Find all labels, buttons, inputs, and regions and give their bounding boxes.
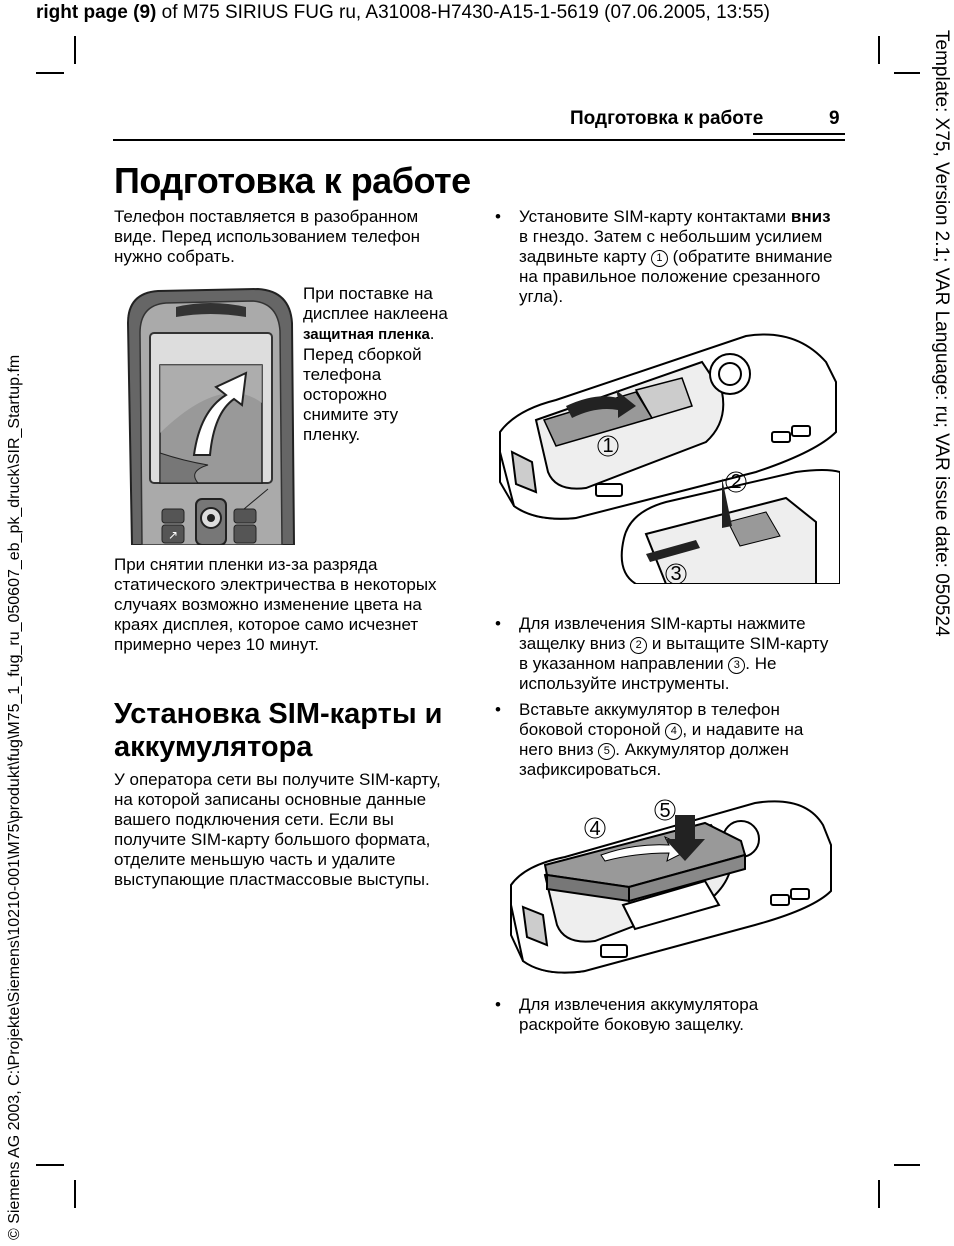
print-meta: [36, 2, 770, 24]
bullet-text: в гнездо. Затем с небольшим усилием задвиньте карту: [519, 227, 823, 266]
film-note-text: При поставке на дисплее наклеена: [303, 284, 448, 323]
crop-mark: [74, 36, 76, 64]
marker-5: 5: [598, 743, 615, 760]
bullet-text: Для извлечения SIM-карты нажмите защелку вниз: [519, 614, 806, 653]
bullet-text: Установите SIM-карту контактами: [519, 207, 791, 226]
bullet-text: Для извлечения аккумулятора раскройте боковую защелку.: [519, 995, 759, 1034]
page-title: Подготовка к работе: [114, 160, 471, 201]
crop-mark: [894, 1164, 920, 1166]
crop-mark: [894, 72, 920, 74]
marker-4-label: 4: [589, 818, 601, 840]
sim-intro-paragraph: У оператора сети вы получите SIM-карту, на которой записаны основные данные вашего подключения сети. Если вы получите SIM-карту большого формата, отделите меньшую часть и удалите выступающие пластмассовые выступы.: [114, 770, 441, 889]
file-path-text: © Siemens AG 2003, C:\Projekte\Siemens\10210-001\M75\produkt\fug\M75_1_fug_ru_050607_eb_pk_druck\SIR_Startup.fm: [6, 354, 23, 1240]
bullet-dot: •: [495, 207, 501, 226]
bullet-text: . Не используйте инструменты.: [519, 654, 777, 693]
marker-1: 1: [651, 250, 668, 267]
sim-insert-illustration: [496, 322, 840, 584]
marker-3-label: 3: [670, 563, 682, 584]
film-note-text-end: . Перед сборкой телефона осторожно снимите эту пленку.: [303, 324, 435, 444]
crop-mark: [878, 36, 880, 64]
static-note: При снятии пленки из-за разряда статического электричества в некоторых случаях возможно изменение цвета на краях дисплея, которое само исчезнет примерно через 10 минут.: [114, 555, 437, 654]
crop-mark: [36, 72, 64, 74]
print-meta-prefix: right page (9): [36, 2, 157, 23]
bullet-dot: •: [495, 700, 501, 719]
marker-4: 4: [665, 723, 682, 740]
crop-mark: [36, 1164, 64, 1166]
page-number: 9: [829, 108, 840, 129]
marker-2-label: 2: [730, 471, 742, 493]
bullet-text: и вытащите SIM-карту в указанном направлении: [519, 634, 829, 673]
bullet-text: (обратите внимание на правильное положение срезанного угла).: [519, 247, 833, 306]
marker-5-label: 5: [659, 800, 671, 822]
bullet-text: , и надавите на него вниз: [519, 720, 804, 759]
template-info-text: Template: X75, Version 2.1; VAR Language: ru; VAR issue date: 050524: [931, 30, 952, 637]
bullet-text: Вставьте аккумулятор в телефон боковой стороной: [519, 700, 780, 739]
template-info: [930, 30, 954, 730]
section-title: Установка SIM-карты и аккумулятора: [114, 698, 443, 763]
print-meta-suffix: of M75 SIRIUS FUG ru, A31008-H7430-A15-1-5619 (07.06.2005, 13:55): [161, 2, 770, 23]
running-title: Подготовка к работе: [570, 108, 764, 129]
header-rule: [113, 139, 845, 141]
bullet-dot: •: [495, 614, 501, 633]
marker-2: 2: [630, 637, 647, 654]
bullet-dot: •: [495, 995, 501, 1014]
crop-mark: [74, 1180, 76, 1208]
film-note-bold: защитная пленка: [303, 326, 430, 343]
battery-insert-illustration: [505, 795, 835, 985]
svg-text:↗: ↗: [167, 528, 179, 542]
intro-paragraph: Телефон поставляется в разобранном виде. Перед использованием телефон нужно собрать.: [114, 207, 421, 266]
film-note: [303, 284, 453, 445]
crop-mark: [878, 1180, 880, 1208]
header-rule-accent: [753, 133, 845, 135]
file-path: [4, 200, 28, 1240]
bullet-bold: вниз: [790, 207, 831, 226]
phone-film-illustration: [118, 283, 298, 545]
marker-1-label: 1: [602, 435, 614, 457]
marker-3: 3: [728, 657, 745, 674]
bullet-text: . Аккумулятор должен зафиксироваться.: [519, 740, 789, 779]
